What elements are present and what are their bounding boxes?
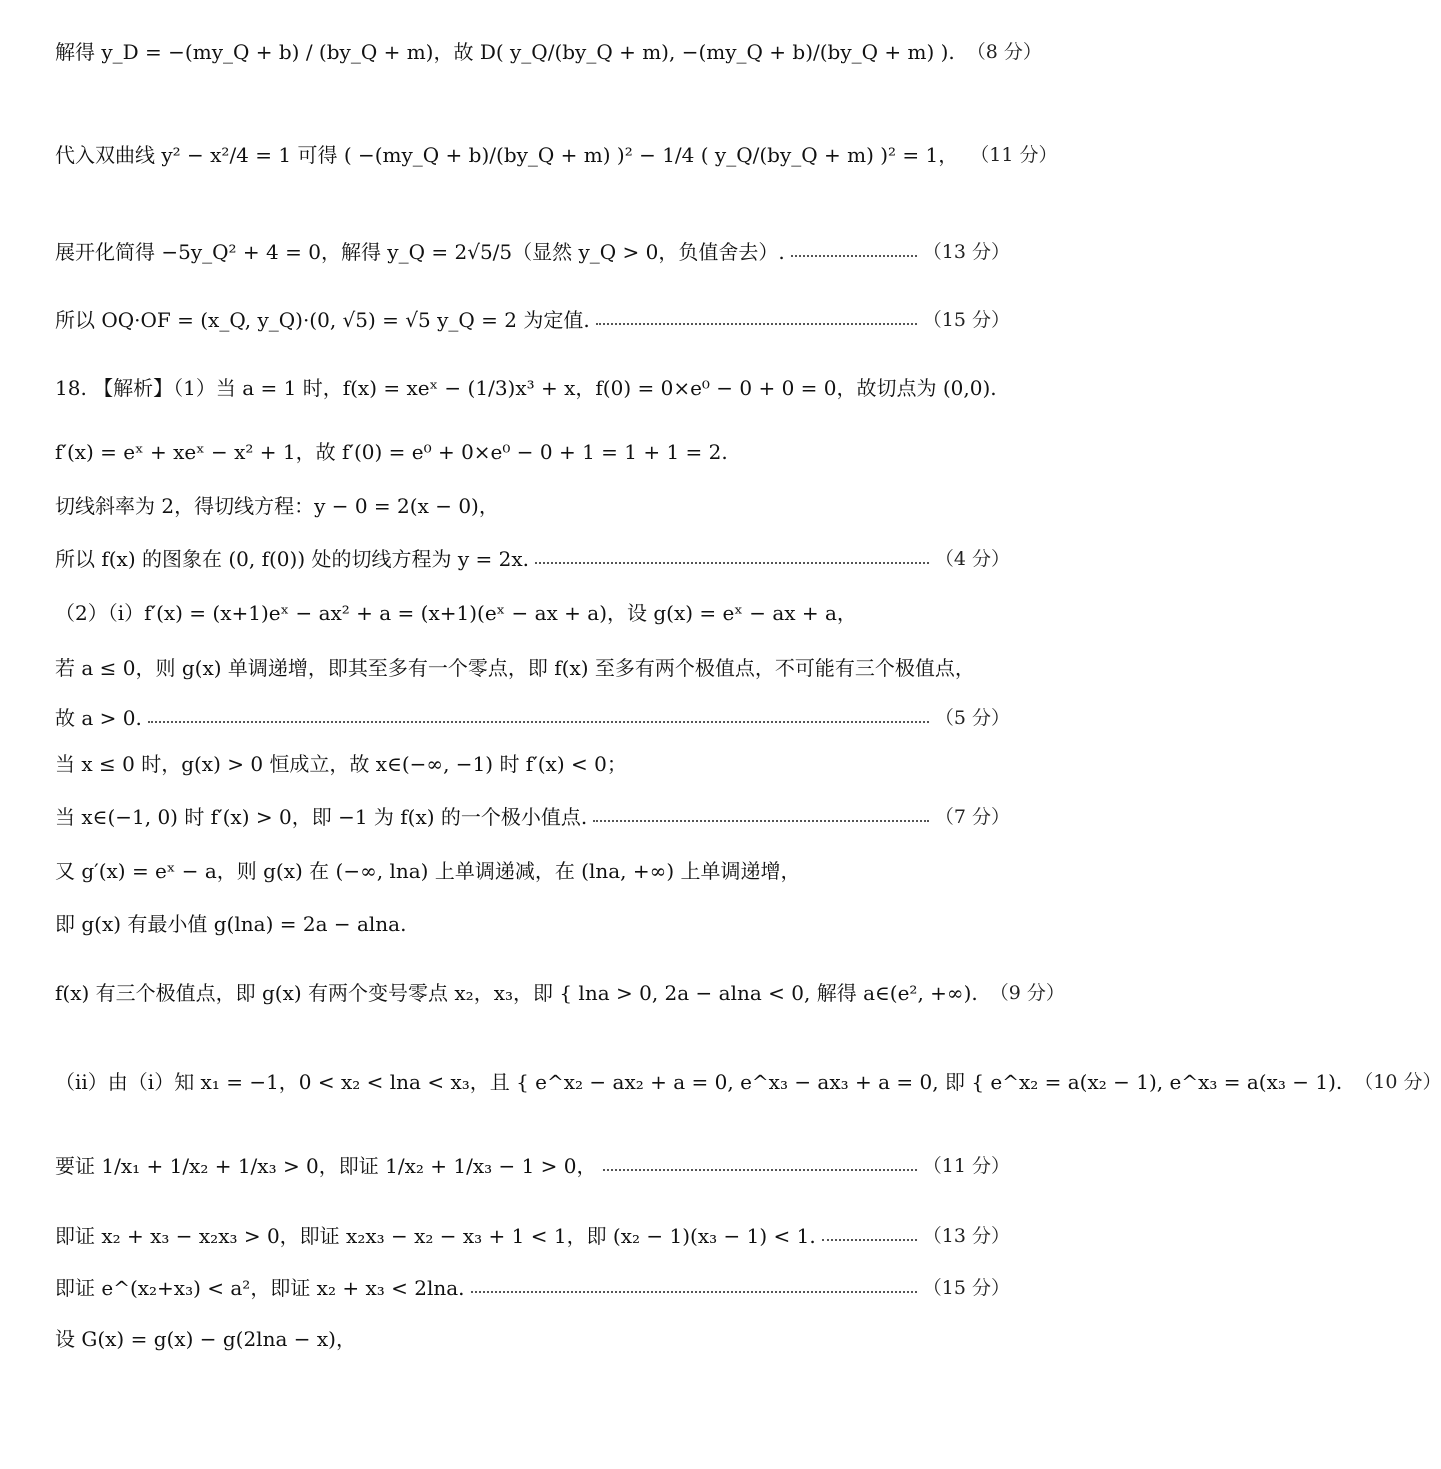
line-text: f(x) 有三个极值点，即 g(x) 有两个变号零点 x₂，x₃，即 { lna > 0, 2a − alna < 0, 解得 a∈(e², +∞). [55,981,978,1005]
line-text: 18. 【解析】（1）当 a = 1 时，f(x) = xeˣ − (1/3)x³ + x，f(0) = 0×e⁰ − 0 + 0 = 0，故切点为 (0,0). [55,376,997,400]
line-text: 若 a ≤ 0，则 g(x) 单调递增，即其至多有一个零点，即 f(x) 至多有两个极值点，不可能有三个极值点， [55,656,975,680]
solution-line [55,706,1010,730]
line-text: 切线斜率为 2，得切线方程：y − 0 = 2(x − 0)， [55,494,499,518]
dot-leader [593,820,929,822]
solution-line [55,494,1010,518]
solution-line [55,601,1010,625]
line-text: f′(x) = eˣ + xeˣ − x² + 1，故 f′(0) = e⁰ + 0×e⁰ − 0 + 1 = 1 + 1 = 2. [55,440,728,464]
line-text: （ⅱ）由（ⅰ）知 x₁ = −1，0 < x₂ < lna < x₃，且 { e^x₂ − ax₂ + a = 0, e^x₃ − ax₃ + a = 0, 即 { e^x₂ = a(x₂ − 1), e^x₃ = a(x₃ − 1). [55,1070,1343,1094]
solution-line [55,1070,1441,1094]
score-label: （8 分） [966,40,1042,63]
line-text: 所以 OQ·OF = (x_Q, y_Q)·(0, √5) = √5 y_Q = 2 为定值. [55,308,590,332]
score-label: （11 分） [922,1154,1010,1177]
dot-leader [603,1169,917,1171]
score-label: （5 分） [934,706,1010,729]
dot-leader [535,562,929,564]
score-label: （10 分） [1354,1070,1441,1093]
score-label: （13 分） [922,1224,1010,1247]
score-label: （15 分） [922,308,1010,331]
solution-line [55,308,1010,332]
line-text: 即证 e^(x₂+x₃) < a²，即证 x₂ + x₃ < 2lna. [55,1276,465,1300]
dot-leader [791,255,917,257]
solution-line [55,656,1010,680]
solution-line [55,143,1058,167]
line-text: 即 g(x) 有最小值 g(lna) = 2a − alna. [55,912,407,936]
score-label: （15 分） [922,1276,1010,1299]
score-label: （11 分） [970,143,1058,166]
solution-line [55,1224,1010,1248]
solution-line [55,1154,1010,1178]
solution-line [55,440,1010,464]
solution-line [55,40,1042,64]
solution-line [55,752,1010,776]
score-label: （9 分） [989,981,1065,1004]
dot-leader [148,721,929,723]
line-text: 所以 f(x) 的图象在 (0, f(0)) 处的切线方程为 y = 2x. [55,547,529,571]
solution-line [55,376,1010,400]
dot-leader [471,1291,917,1293]
solution-line [55,912,1010,936]
solution-line [55,1327,1010,1351]
solution-line [55,1276,1010,1300]
line-text: 当 x ≤ 0 时，g(x) > 0 恒成立，故 x∈(−∞, −1) 时 f′(x) < 0； [55,752,627,776]
line-text: 展开化简得 −5y_Q² + 4 = 0，解得 y_Q = 2√5/5（显然 y_Q > 0，负值舍去）. [55,240,785,264]
score-label: （13 分） [922,240,1010,263]
line-text: 即证 x₂ + x₃ − x₂x₃ > 0，即证 x₂x₃ − x₂ − x₃ + 1 < 1，即 (x₂ − 1)(x₃ − 1) < 1. [55,1224,816,1248]
line-text: 又 g′(x) = eˣ − a，则 g(x) 在 (−∞, lna) 上单调递减，在 (lna, +∞) 上单调递增， [55,859,801,883]
line-text: 解得 y_D = −(my_Q + b) / (by_Q + m)，故 D( y_Q/(by_Q + m), −(my_Q + b)/(by_Q + m) ). [55,40,955,64]
solution-line [55,981,1065,1005]
line-text: 要证 1/x₁ + 1/x₂ + 1/x₃ > 0，即证 1/x₂ + 1/x₃ − 1 > 0， [55,1154,597,1178]
line-text: 故 a > 0. [55,706,142,730]
line-text: 当 x∈(−1, 0) 时 f′(x) > 0，即 −1 为 f(x) 的一个极小值点. [55,805,588,829]
solution-line [55,805,1010,829]
line-text: （2）（ⅰ）f′(x) = (x+1)eˣ − ax² + a = (x+1)(eˣ − ax + a)，设 g(x) = eˣ − ax + a， [55,601,857,625]
solution-line [55,240,1010,264]
line-text: 代入双曲线 y² − x²/4 = 1 可得 ( −(my_Q + b)/(by_Q + m) )² − 1/4 ( y_Q/(by_Q + m) )² = 1， [55,143,959,167]
solution-line [55,859,1010,883]
solution-line [55,547,1010,571]
line-text: 设 G(x) = g(x) − g(2lna − x)， [55,1327,356,1351]
score-label: （7 分） [934,805,1010,828]
score-label: （4 分） [934,547,1010,570]
dot-leader [596,323,917,325]
dot-leader [822,1239,917,1241]
